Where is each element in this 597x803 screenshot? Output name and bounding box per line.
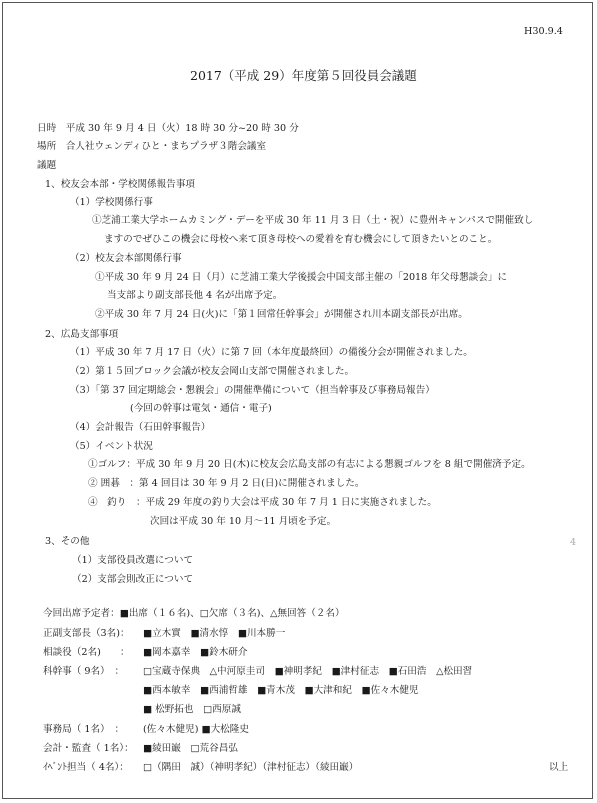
section2-item3: （3）「第 37 回定期総会・懇親会」の開催準備について（担当幹事及び事務局報告） <box>70 385 435 396</box>
section3-item1: （1）支部役員改選について <box>72 555 194 566</box>
office-label: 事務局（ 1名） ： <box>43 724 125 735</box>
section1-sub2-line2: 当支部より副支部長他 4 名が出席予定。 <box>107 290 283 301</box>
meeting-place: 場所 合人社ウェンディひと・まちプラザ３階会議室 <box>37 141 267 152</box>
section1-sub1-line2: ますのでぜひこの機会に母校へ来て頂き母校への愛着を育む機会にして頂きたいとのこと。 <box>104 234 498 245</box>
auditor-members: ■綾田巌 □荒谷昌弘 <box>143 743 238 754</box>
section2-item2: （2）第１５回ブロック会議が校友会岡山支部で開催されました。 <box>70 366 355 377</box>
end-mark: 以上 <box>549 762 569 773</box>
section3-item2: （2）支部会則改正について <box>72 574 194 585</box>
office-members: (佐々木健児) ■大松隆史 <box>143 724 249 735</box>
event-fishing-next: 次回は平成 30 年 10 月～11 月頃を予定。 <box>150 516 337 527</box>
date-stamp: H30.9.4 <box>524 26 563 37</box>
section2-item5: （5）イベント状況 <box>70 441 153 452</box>
event-fishing: ④ 釣り ：平成 29 年度の釣り大会は平成 30 年 7 月 1 日に実施されました。 <box>88 497 437 508</box>
section3-heading: 3、その他 <box>45 536 90 547</box>
agenda-label: 議題 <box>37 160 57 171</box>
officers-row-3: ■ 松野拓也 □西原誠 <box>143 704 241 715</box>
section2-item1: （1）平成 30 年 7 月 17 日（火）に第 7 回（本年度最終回）の備後分会が開催されました。 <box>70 347 473 358</box>
margin-mark: 4 <box>570 537 577 548</box>
event-staff-members: □（隅田 誠）（神明孝紀）（津村征志）（綾田巌） <box>143 762 359 773</box>
vice-chair-label: 正副支部長（3名)： <box>43 628 130 639</box>
section1-heading: 1、校友会本部・学校関係報告事項 <box>45 179 196 190</box>
officers-label: 科幹事（ 9名） ： <box>43 666 125 677</box>
auditor-label: 会計・監査（ 1名）： <box>43 743 134 754</box>
advisor-members: ■岡本嘉幸 ■鈴木研介 <box>143 647 248 658</box>
section2-heading: 2、広島支部事項 <box>45 329 119 340</box>
event-staff-label: ｲﾍﾞﾝﾄ担当（ 4名）： <box>43 762 129 773</box>
section1-sub1-line1: ①芝浦工業大学ホームカミング・デーを平成 30 年 11 月 3 日（土・祝）に豊州キャンパスで開催致し <box>92 215 534 226</box>
section2-item3-note: (今回の幹事は電気・通信・電子) <box>130 403 272 414</box>
section1-sub1-heading: （1）学校関係行事 <box>70 197 153 208</box>
event-golf: ①ゴルフ：平成 30 年 9 月 20 日(木)に校友会広島支部の有志による懇親ゴルフを 8 組で開催済予定。 <box>88 459 531 470</box>
meeting-datetime: 日時 平成 30 年 9 月 4 日（火）18 時 30 分~20 時 30 分 <box>37 123 299 134</box>
document-title: 2017（平成 29）年度第５回役員会議題 <box>190 68 417 83</box>
officers-row-1: □宝蔵寺保典 △中河原圭司 ■神明孝紀 ■津村征志 ■石田浩 △松田習 <box>143 666 473 677</box>
section2-item4: （4）会計報告（石田幹事報告） <box>70 422 211 433</box>
section1-sub2-line3: ②平成 30 年 7 月 24 日(火)に「第１回常任幹事会」が開催され川本副支部長が出席。 <box>95 309 468 320</box>
advisor-label: 相談役（2名) ： <box>43 647 130 658</box>
section1-sub2-heading: （2）校友会本部関係行事 <box>70 253 182 264</box>
page-frame <box>2 2 593 799</box>
officers-row-2: ■西本敏幸 ■西浦哲雄 ■青木茂 ■大津和紀 ■佐々木健児 <box>143 685 419 696</box>
event-go: ② 囲碁 ：第 4 回目は 30 年 9 月 2 日(日)に開催されました。 <box>88 478 365 489</box>
section1-sub2-line1: ①平成 30 年 9 月 24 日（月）に芝浦工業大学後援会中国支部主催の「2018 年父母懇談会」に <box>95 272 508 283</box>
attendance-summary: 今回出席予定者：■出席（１６名)、□欠席（３名)、△無回答（２名） <box>43 608 345 619</box>
vice-chair-members: ■立木實 ■清水惇 ■川本勝一 <box>143 628 286 639</box>
